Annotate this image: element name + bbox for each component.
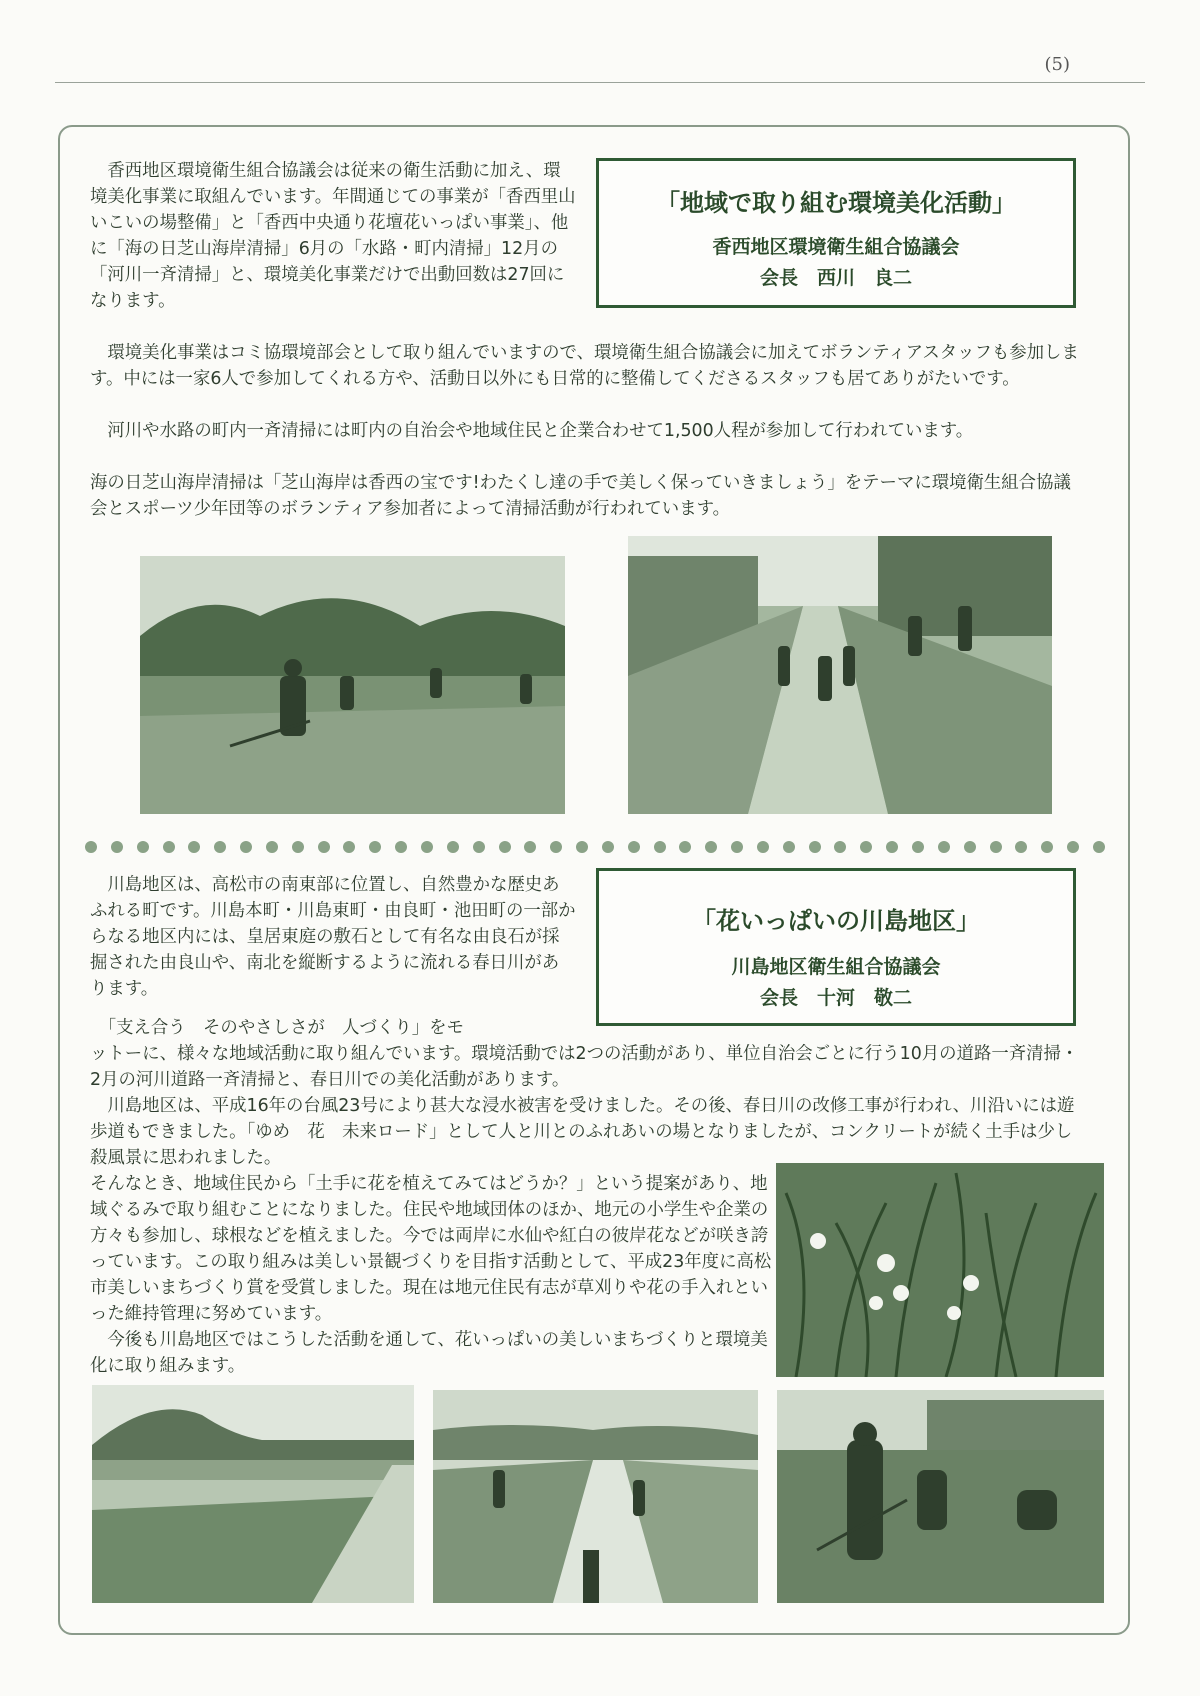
divider-dot — [369, 841, 381, 853]
divider-dot — [395, 841, 407, 853]
divider-dot — [990, 841, 1002, 853]
divider-dot — [1041, 841, 1053, 853]
divider-dot — [499, 841, 511, 853]
s1-chair: 会長 西川 良二 — [759, 267, 912, 289]
divider-dot — [679, 841, 691, 853]
divider-dot — [964, 841, 976, 853]
s1-intro: 香西地区環境衛生組合協議会は従来の衛生活動に加え、環境美化事業に取組んでいます。年間通じての事業が「香西里山いこいの場整備」と「香西中央通り花壇花いっぱい事業」、他に「海の日芝山海岸清掃」6月の「水路・町内清掃」12月の「河川一斉清掃」と、環境美化事業だけで出動回数は27回になります。 — [90, 161, 576, 311]
divider-dot — [576, 841, 588, 853]
s1-title-box — [596, 158, 1076, 308]
s2-org: 川島地区衛生組合協議会 — [731, 956, 941, 978]
photo-river-mountain — [92, 1385, 414, 1603]
divider-dot — [1067, 841, 1079, 853]
s1-para-3: 河川や水路の町内一斉清掃には町内の自治会や地域住民と企業合わせて1,500人程が参加して行われています。 — [90, 421, 974, 441]
section-divider — [85, 839, 1105, 855]
divider-dot — [912, 841, 924, 853]
divider-dot — [524, 841, 536, 853]
photo-daffodils — [776, 1163, 1104, 1377]
divider-dot — [188, 841, 200, 853]
divider-dot — [886, 841, 898, 853]
divider-dot — [731, 841, 743, 853]
divider-dot — [292, 841, 304, 853]
divider-dot — [654, 841, 666, 853]
s2-title-box — [596, 868, 1076, 1026]
divider-dot — [447, 841, 459, 853]
photo-planting — [777, 1390, 1104, 1603]
divider-dot — [343, 841, 355, 853]
divider-dot — [602, 841, 614, 853]
divider-dot — [757, 841, 769, 853]
divider-dot — [938, 841, 950, 853]
divider-dot — [421, 841, 433, 853]
s2-para-4: そんなとき、地域住民から「土手に花を植えてみてはどうか？」という提案があり、地域ぐるみで取り組むことになりました。住民や地域団体のほか、地元の小学生や企業の方々も参加し、球根などを植えました。今では両岸に水仙や紅白の彼岸花などが咲き誇っています。この取り組みは美しい景観づくりを目指す活動として、平成23年度に高松市美しいまちづくり賞を受賞しました。現在は地元住民有志が草刈りや花の手入れといった維持管理に努めています。 — [90, 1174, 772, 1324]
header-rule — [55, 82, 1145, 83]
divider-dot — [473, 841, 485, 853]
divider-dot — [705, 841, 717, 853]
divider-dot — [240, 841, 252, 853]
divider-dot — [214, 841, 226, 853]
s2-motto-line: 「支え合う そのやさしさが 人づくり」をモ — [90, 1018, 464, 1038]
divider-dot — [628, 841, 640, 853]
divider-dot — [85, 841, 97, 853]
s2-para-5: 今後も川島地区ではこうした活動を通して、花いっぱいの美しいまちづくりと環境美化に取り組みます。 — [90, 1330, 768, 1376]
divider-dot — [137, 841, 149, 853]
divider-dot — [860, 841, 872, 853]
divider-dot — [111, 841, 123, 853]
s2-intro: 川島地区は、高松市の南東部に位置し、自然豊かな歴史あふれる町です。川島本町・川島東町・由良町・池田町の一部からなる地区内には、皇居東庭の敷石として有名な由良石が採掘された由良山や、南北を縦断するように流れる春日川があります。 — [90, 875, 576, 999]
s1-para-2: 環境美化事業はコミ協環境部会として取り組んでいますので、環境衛生組合協議会に加えてボランティアスタッフも参加します。中には一家6人で参加してくれる方や、活動日以外にも日常的に整備してくださるスタッフも居てありがたいです。 — [90, 343, 1079, 389]
s2-para-2: ットーに、様々な地域活動に取り組んでいます。環境活動では2つの活動があり、単位自治会ごとに行う10月の道路一斉清掃・2月の河川道路一斉清掃と、春日川での美化活動があります。 — [90, 1044, 1079, 1090]
s2-title: 「花いっぱいの川島地区」 — [692, 907, 980, 935]
photo-field-cleanup — [140, 556, 565, 814]
s1-org: 香西地区環境衛生組合協議会 — [712, 236, 960, 258]
s2-chair: 会長 十河 敬二 — [759, 987, 912, 1009]
divider-dot — [163, 841, 175, 853]
divider-dot — [809, 841, 821, 853]
divider-dot — [834, 841, 846, 853]
page-number: (5) — [1044, 54, 1070, 75]
divider-dot — [266, 841, 278, 853]
divider-dot — [318, 841, 330, 853]
divider-dot — [783, 841, 795, 853]
divider-dot — [1093, 841, 1105, 853]
s2-para-3: 川島地区は、平成16年の台風23号により甚大な浸水被害を受けました。その後、春日川の改修工事が行われ、川沿いには遊歩道もできました。「ゆめ 花 未来ロード」として人と川とのふれあいの場となりましたが、コンクリートが続く土手は少し殺風景に思われました。 — [90, 1096, 1075, 1168]
divider-dot — [1015, 841, 1027, 853]
s1-title: 「地域で取り組む環境美化活動」 — [656, 189, 1016, 217]
s1-para-4: 海の日芝山海岸清掃は「芝山海岸は香西の宝です!わたくし達の手で美しく保っていきましょう」をテーマに環境衛生組合協議会とスポーツ少年団等のボランティア参加者によって清掃活動が行われています。 — [90, 473, 1071, 519]
photo-canal-cleanup — [628, 536, 1052, 814]
divider-dot — [550, 841, 562, 853]
photo-path-weeding — [433, 1390, 758, 1603]
